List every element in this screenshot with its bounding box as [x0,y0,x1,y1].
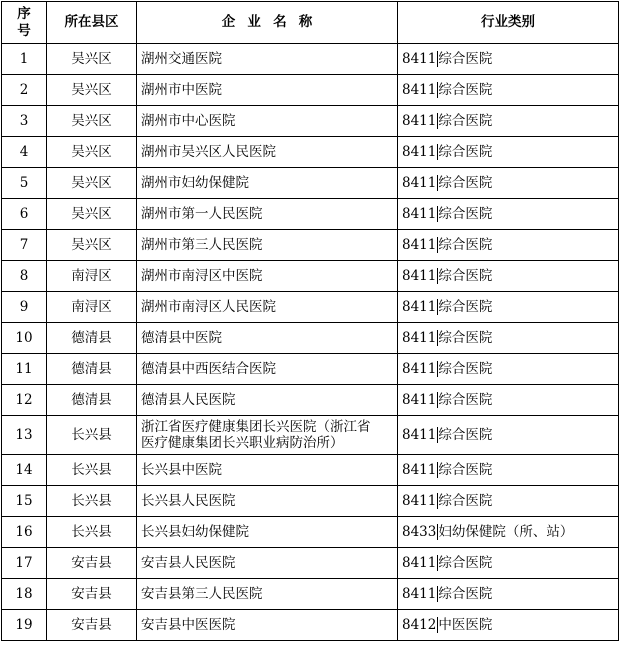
seq-cell: 6 [2,199,47,230]
industry-category: 综合医院 [438,555,493,571]
company-cell: 湖州市第三人民医院 [137,230,398,261]
company-cell: 湖州市南浔区中医院 [137,261,398,292]
industry-cell [398,354,619,385]
seq-cell: 10 [2,323,47,354]
seq-cell: 15 [2,486,47,517]
seq-cell: 2 [2,75,47,106]
industry-cell [398,75,619,106]
industry-category: 综合医院 [438,144,493,160]
industry-category: 综合医院 [438,113,493,129]
seq-cell: 14 [2,455,47,486]
industry-code: 8411 [402,113,437,129]
table-row [2,261,619,292]
industry-code: 8411 [402,144,437,160]
table-row [2,168,619,199]
industry-category: 妇幼保健院（所、站） [438,524,574,540]
seq-cell: 16 [2,517,47,548]
table-row [2,323,619,354]
county-cell: 吴兴区 [47,44,137,75]
header-seq [2,2,47,44]
table-row [2,486,619,517]
industry-code: 8411 [402,493,437,509]
company-cell: 德清县人民医院 [137,385,398,416]
table-row [2,292,619,323]
industry-code: 8411 [402,586,437,602]
company-cell: 德清县中医院 [137,323,398,354]
industry-code: 8433 [402,524,437,540]
industry-cell [398,455,619,486]
industry-cell [398,292,619,323]
header-seq-line2: 号 [17,22,31,39]
industry-category: 中医医院 [438,617,493,633]
seq-cell: 18 [2,579,47,610]
table-row [2,416,619,455]
company-cell: 湖州市第一人民医院 [137,199,398,230]
table-row [2,385,619,416]
industry-category: 综合医院 [438,51,493,67]
county-cell: 南浔区 [47,261,137,292]
table-row [2,455,619,486]
industry-category: 综合医院 [438,206,493,222]
company-cell: 安吉县人民医院 [137,548,398,579]
industry-cell [398,199,619,230]
county-cell: 长兴县 [47,517,137,548]
county-cell: 安吉县 [47,548,137,579]
industry-cell [398,486,619,517]
industry-code: 8412 [402,617,437,633]
county-cell: 长兴县 [47,416,137,455]
company-cell [137,416,398,455]
county-cell: 德清县 [47,385,137,416]
table-row [2,579,619,610]
industry-category: 综合医院 [438,299,493,315]
table-header-row [2,2,619,44]
industry-cell [398,323,619,354]
seq-cell: 7 [2,230,47,261]
industry-category: 综合医院 [438,268,493,284]
industry-cell [398,230,619,261]
industry-code: 8411 [402,555,437,571]
industry-cell [398,137,619,168]
company-cell: 湖州市吴兴区人民医院 [137,137,398,168]
industry-cell [398,579,619,610]
industry-code: 8411 [402,206,437,222]
industry-cell [398,517,619,548]
industry-code: 8411 [402,330,437,346]
industry-category: 综合医院 [438,462,493,478]
industry-code: 8411 [402,361,437,377]
county-cell: 长兴县 [47,486,137,517]
header-seq-line1: 序 [17,5,31,22]
company-line-2: 医疗健康集团长兴职业病防治所） [141,435,344,451]
seq-cell: 17 [2,548,47,579]
industry-code: 8411 [402,427,437,443]
county-cell: 安吉县 [47,579,137,610]
table-row [2,517,619,548]
seq-cell: 1 [2,44,47,75]
county-cell: 吴兴区 [47,106,137,137]
table-row [2,75,619,106]
industry-code: 8411 [402,462,437,478]
industry-cell [398,548,619,579]
company-cell: 安吉县第三人民医院 [137,579,398,610]
industry-code: 8411 [402,175,437,191]
industry-cell [398,44,619,75]
industry-code: 8411 [402,82,437,98]
company-cell: 安吉县中医医院 [137,610,398,641]
industry-code: 8411 [402,237,437,253]
county-cell: 德清县 [47,323,137,354]
industry-cell [398,385,619,416]
company-cell: 湖州市中医院 [137,75,398,106]
industry-cell [398,610,619,641]
industry-code: 8411 [402,299,437,315]
table-row [2,137,619,168]
seq-cell: 4 [2,137,47,168]
company-cell: 德清县中西医结合医院 [137,354,398,385]
county-cell: 吴兴区 [47,230,137,261]
seq-cell: 13 [2,416,47,455]
seq-cell: 12 [2,385,47,416]
industry-category: 综合医院 [438,586,493,602]
company-cell: 湖州市妇幼保健院 [137,168,398,199]
county-cell: 德清县 [47,354,137,385]
industry-category: 综合医院 [438,493,493,509]
industry-code: 8411 [402,268,437,284]
industry-category: 综合医院 [438,392,493,408]
county-cell: 吴兴区 [47,75,137,106]
header-industry: 行业类别 [398,2,619,44]
industry-category: 综合医院 [438,175,493,191]
company-cell: 长兴县中医院 [137,455,398,486]
company-cell: 湖州交通医院 [137,44,398,75]
company-line-1: 浙江省医疗健康集团长兴医院（浙江省 [141,419,371,435]
industry-cell [398,416,619,455]
industry-category: 综合医院 [438,427,493,443]
table-row [2,354,619,385]
county-cell: 安吉县 [47,610,137,641]
seq-cell: 5 [2,168,47,199]
county-cell: 吴兴区 [47,137,137,168]
seq-cell: 3 [2,106,47,137]
county-cell: 长兴县 [47,455,137,486]
industry-code: 8411 [402,392,437,408]
company-cell: 长兴县人民医院 [137,486,398,517]
seq-cell: 11 [2,354,47,385]
table-row [2,199,619,230]
industry-category: 综合医院 [438,361,493,377]
table-row [2,610,619,641]
seq-cell: 8 [2,261,47,292]
industry-category: 综合医院 [438,237,493,253]
seq-cell: 19 [2,610,47,641]
company-cell: 湖州市中心医院 [137,106,398,137]
hospital-table [1,1,619,641]
county-cell: 南浔区 [47,292,137,323]
county-cell: 吴兴区 [47,199,137,230]
table-row [2,44,619,75]
header-company: 企业名称 [137,2,398,44]
industry-code: 8411 [402,51,437,67]
table-row [2,548,619,579]
seq-cell: 9 [2,292,47,323]
industry-cell [398,168,619,199]
table-row [2,106,619,137]
county-cell: 吴兴区 [47,168,137,199]
header-county: 所在县区 [47,2,137,44]
industry-cell [398,261,619,292]
industry-category: 综合医院 [438,82,493,98]
table-row [2,230,619,261]
company-cell: 湖州市南浔区人民医院 [137,292,398,323]
industry-cell [398,106,619,137]
company-cell: 长兴县妇幼保健院 [137,517,398,548]
industry-category: 综合医院 [438,330,493,346]
